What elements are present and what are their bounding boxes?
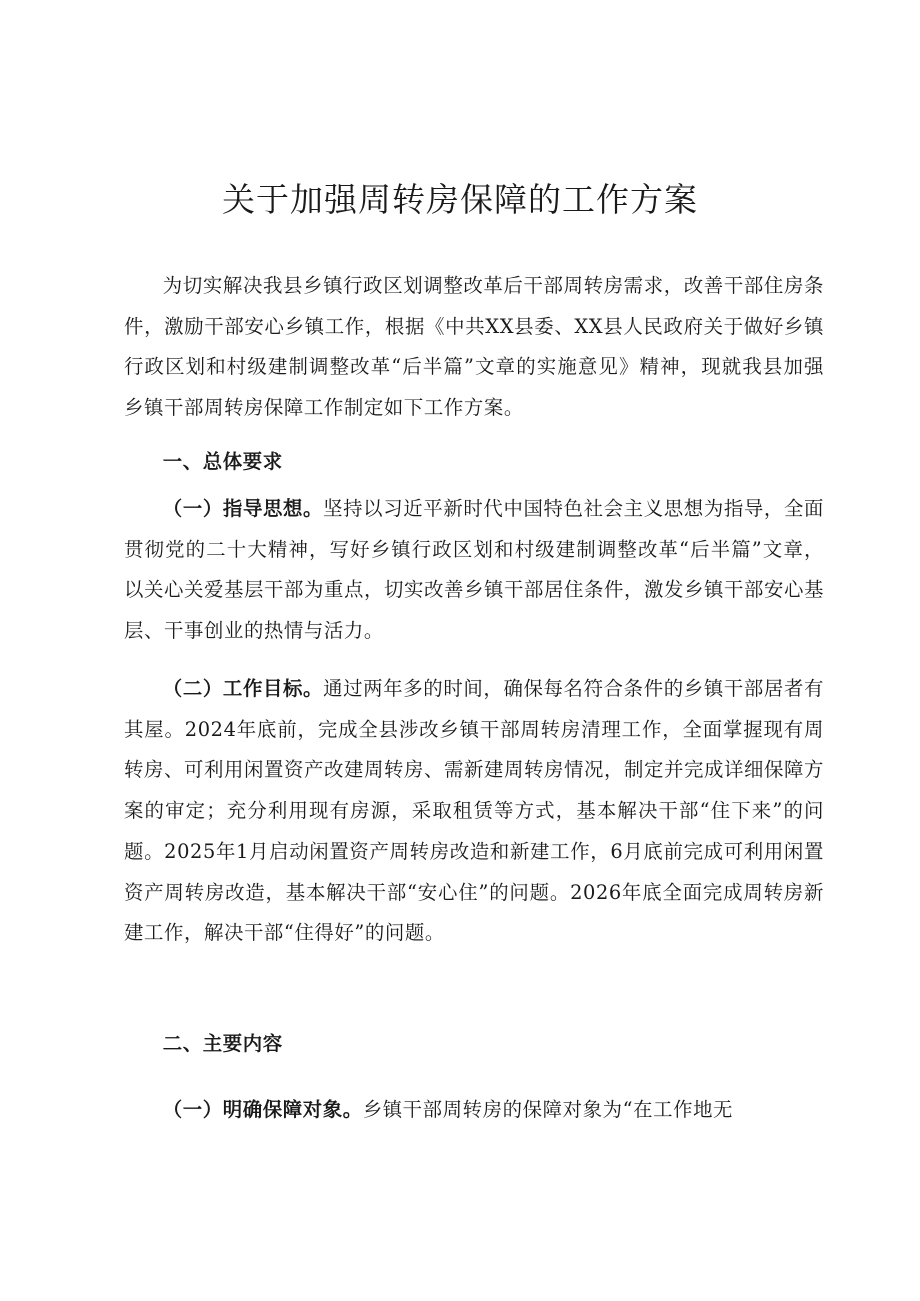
work-goals-paragraph [124, 669, 824, 954]
guarantee-target-paragraph [124, 1090, 824, 1131]
guarantee-target-text: 乡镇干部周转房的保障对象为“在工作地无 [362, 1098, 734, 1121]
guarantee-target-lead: （一）明确保障对象。 [162, 1098, 363, 1121]
intro-paragraph: 为切实解决我县乡镇行政区划调整改革后干部周转房需求，改善干部住房条件，激励干部安心乡镇工作，根据《中共XX县委、XX县人民政府关于做好乡镇行政区划和村级建制调整改革“后半篇”文章的实施意见》精神，现就我县加强乡镇干部周转房保障工作制定如下工作方案。 [124, 274, 824, 420]
section-heading-main-content: 二、主要内容 [162, 1032, 283, 1055]
guiding-ideology-text: 坚持以习近平新时代中国特色社会主义思想为指导，全面贯彻党的二十大精神，写好乡镇行政区划和村级建制调整改革“后半篇”文章，以关心关爱基层干部为重点，切实改善乡镇干部居住条件，激发乡镇干部安心基层、干事创业的热情与活力。 [124, 497, 824, 643]
document-title: 关于加强周转房保障的工作方案 [222, 180, 698, 219]
section-heading-general-requirements: 一、总体要求 [162, 450, 283, 473]
work-goals-lead: （二）工作目标。 [162, 677, 324, 700]
work-goals-text: 通过两年多的时间，确保每名符合条件的乡镇干部居者有其屋。2024年底前，完成全县涉改乡镇干部周转房清理工作，全面掌握现有周转房、可利用闲置资产改建周转房、需新建周转房情况，制定并完成详细保障方案的审定；充分利用现有房源，采取租赁等方式，基本解决干部“住下来”的问题。2025年1月启动闲置资产周转房改造和新建工作，6月底前完成可利用闲置资产周转房改造，基本解决干部“安心住”的问题。2026年底全面完成周转房新建工作，解决干部“住得好”的问题。 [124, 677, 824, 945]
guiding-ideology-lead: （一）指导思想。 [162, 497, 324, 520]
guiding-ideology-paragraph [124, 489, 824, 652]
